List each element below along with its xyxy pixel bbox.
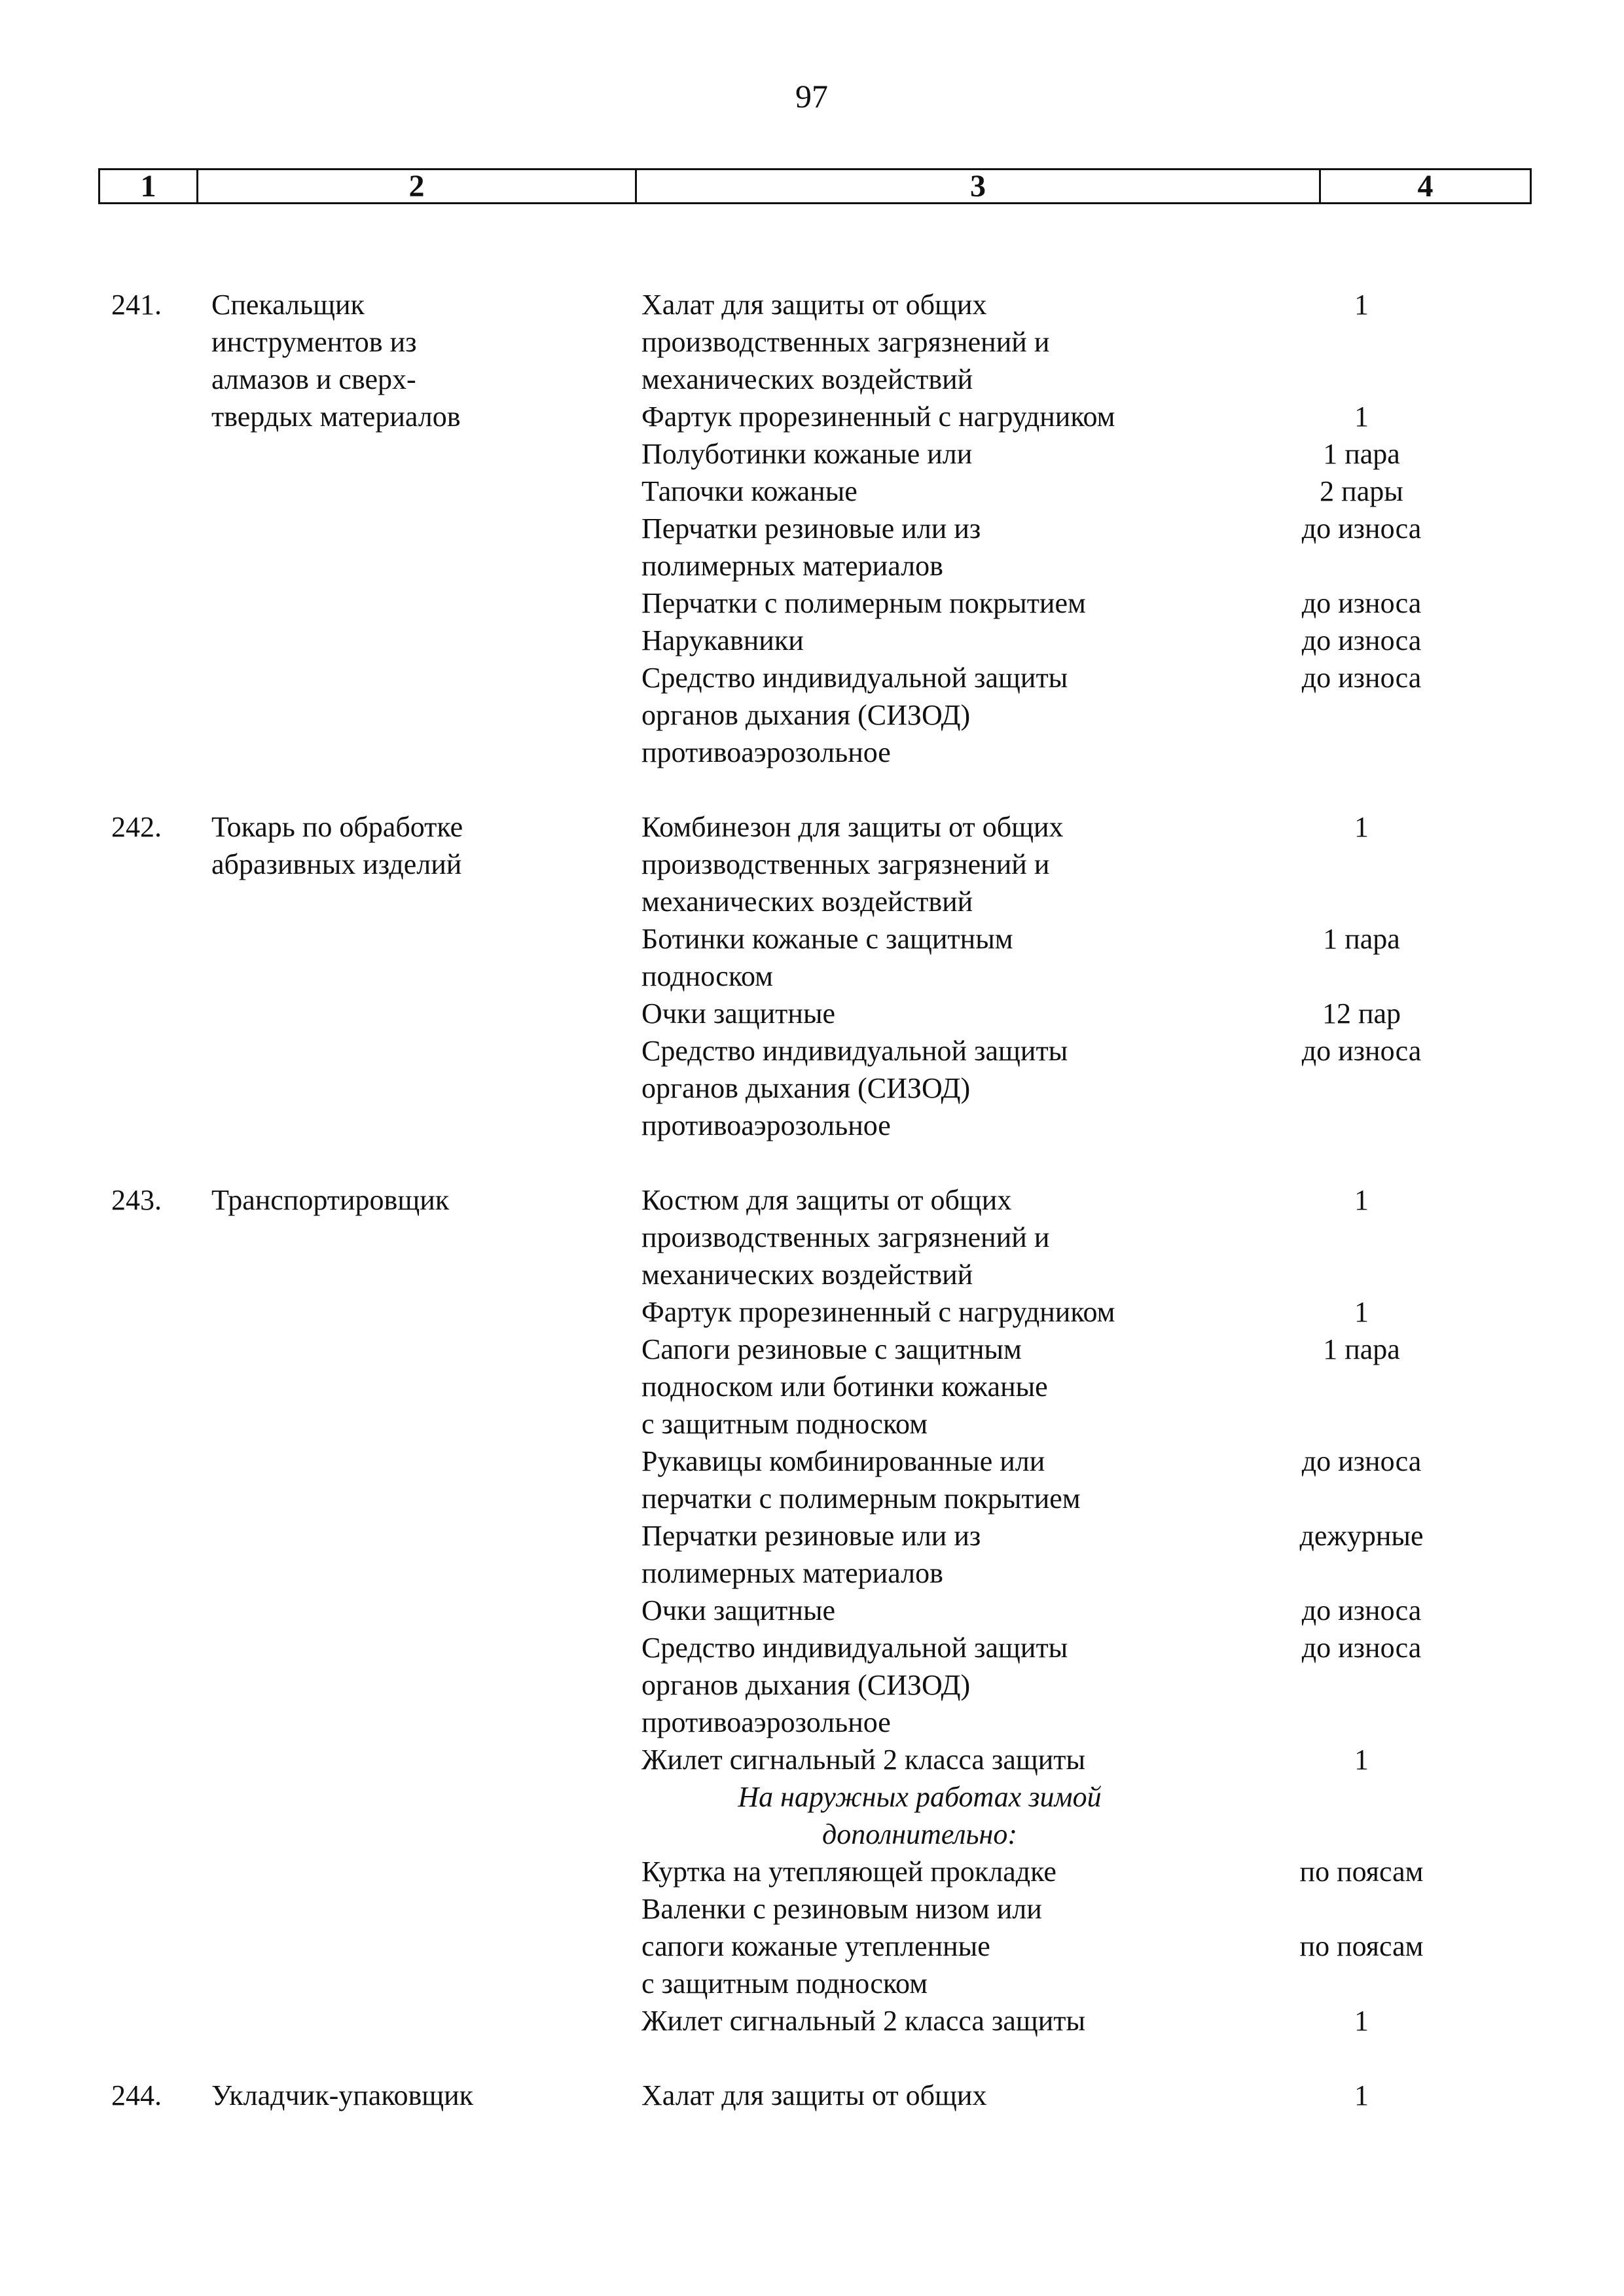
item-name-line: органов дыхания (СИЗОД) xyxy=(641,699,971,731)
issue-norm-line xyxy=(1198,1890,1525,1928)
issue-norm-line: 1 xyxy=(1354,1184,1369,1216)
issue-norm xyxy=(1198,1032,1525,1144)
item-name-line: противоаэрозольное xyxy=(641,1706,891,1738)
item-name-line: с защитным подноском xyxy=(641,1967,928,2000)
issue-norm-line: до износа xyxy=(1301,662,1422,694)
list-item xyxy=(641,1443,1558,1517)
list-item xyxy=(641,2077,1558,2114)
issue-norm xyxy=(1198,1741,1525,1778)
issue-norm-line: до износа xyxy=(1301,1445,1422,1477)
ppe-item-name xyxy=(641,659,1198,771)
item-name-line: Валенки с резиновым низом или xyxy=(641,1893,1042,1925)
issue-norm xyxy=(1198,286,1525,398)
issue-norm xyxy=(1198,1592,1525,1629)
issue-norm xyxy=(1198,622,1525,659)
list-item xyxy=(641,435,1558,473)
issue-norm-line: до износа xyxy=(1301,587,1422,619)
ppe-item-name xyxy=(641,1331,1198,1443)
issue-norm xyxy=(1198,2002,1525,2039)
item-name-line: Перчатки с полимерным покрытием xyxy=(641,587,1086,619)
ppe-item-name xyxy=(641,808,1198,920)
item-name-line: противоаэрозольное xyxy=(641,1109,891,1141)
item-name-line: Нарукавники xyxy=(641,624,804,656)
note-line: На наружных работах зимой xyxy=(738,1781,1102,1813)
item-name-line: Фартук прорезиненный с нагрудником xyxy=(641,401,1115,433)
item-name-line: Комбинезон для защиты от общих xyxy=(641,811,1064,843)
profession-line: Токарь по обработке xyxy=(211,811,463,843)
profession-line: Транспортировщик xyxy=(211,1184,450,1216)
list-item xyxy=(641,398,1558,435)
issue-norm-line: 1 пара xyxy=(1323,1333,1400,1365)
item-name-line: Ботинки кожаные с защитным xyxy=(641,923,1013,955)
item-name-line: с защитным подноском xyxy=(641,1408,928,1440)
issue-norm xyxy=(1198,995,1525,1032)
item-name-line: полимерных материалов xyxy=(641,1557,943,1589)
ppe-item-name xyxy=(641,1592,1198,1629)
list-item xyxy=(641,1890,1558,2002)
issue-norm xyxy=(1198,510,1525,584)
ppe-item-list xyxy=(641,2077,1558,2114)
ppe-item-name xyxy=(641,1853,1198,1890)
profession-line: инструментов из xyxy=(211,326,417,358)
page-number: 97 xyxy=(795,78,828,115)
issue-norm xyxy=(1198,1853,1525,1890)
ppe-item-name xyxy=(641,2077,1198,2114)
list-item xyxy=(641,659,1558,771)
ppe-item-name xyxy=(641,473,1198,510)
item-name-line: противоаэрозольное xyxy=(641,736,891,768)
ppe-item-name xyxy=(641,584,1198,622)
issue-norm-line: до износа xyxy=(1301,624,1422,656)
issue-norm xyxy=(1198,398,1525,435)
issue-norm-line: до износа xyxy=(1301,1594,1422,1626)
section-note xyxy=(641,1778,1198,1853)
issue-norm-line: 1 xyxy=(1354,1296,1369,1328)
issue-norm xyxy=(1198,1517,1525,1592)
table-row xyxy=(0,286,1624,771)
ppe-item-name xyxy=(641,1890,1198,2002)
list-item xyxy=(641,1592,1558,1629)
item-name-line: органов дыхания (СИЗОД) xyxy=(641,1669,971,1701)
list-item xyxy=(641,473,1558,510)
issue-norm-line: 1 xyxy=(1354,2079,1369,2111)
issue-norm xyxy=(1198,659,1525,771)
profession-name xyxy=(211,1181,617,1219)
profession-line: абразивных изделий xyxy=(211,848,462,880)
ppe-item-name xyxy=(641,995,1198,1032)
list-item xyxy=(641,584,1558,622)
row-number: 242. xyxy=(111,811,162,843)
column-header-1: 1 xyxy=(100,170,198,202)
item-name-line: Очки защитные xyxy=(641,1594,836,1626)
ppe-item-list xyxy=(641,1181,1558,2039)
list-item xyxy=(641,1853,1558,1890)
item-name-line: производственных загрязнений и xyxy=(641,848,1050,880)
item-name-line: Фартук прорезиненный с нагрудником xyxy=(641,1296,1115,1328)
item-name-line: подноском xyxy=(641,960,773,992)
profession-name xyxy=(211,2077,617,2114)
ppe-item-name xyxy=(641,1443,1198,1517)
issue-norm-line: 1 пара xyxy=(1323,438,1400,470)
issue-norm-line: 1 xyxy=(1354,2005,1369,2037)
list-item xyxy=(641,1032,1558,1144)
item-name-line: Тапочки кожаные xyxy=(641,475,857,507)
item-name-line: сапоги кожаные утепленные xyxy=(641,1930,990,1962)
issue-norm xyxy=(1198,473,1525,510)
issue-norm-line: 1 xyxy=(1354,289,1369,321)
ppe-item-name xyxy=(641,510,1198,584)
list-item xyxy=(641,622,1558,659)
issue-norm xyxy=(1198,584,1525,622)
profession-line: Укладчик-упаковщик xyxy=(211,2079,474,2111)
ppe-item-name xyxy=(641,1741,1198,1778)
item-name-line: Перчатки резиновые или из xyxy=(641,512,981,545)
profession-line: твердых материалов xyxy=(211,401,461,433)
row-number: 244. xyxy=(111,2079,162,2111)
item-name-line: Жилет сигнальный 2 класса защиты xyxy=(641,1744,1086,1776)
item-name-line: Средство индивидуальной защиты xyxy=(641,1632,1068,1664)
list-item xyxy=(641,510,1558,584)
table-row xyxy=(0,808,1624,1144)
item-name-line: Полуботинки кожаные или xyxy=(641,438,973,470)
ppe-item-name xyxy=(641,920,1198,995)
ppe-item-name xyxy=(641,1629,1198,1741)
item-name-line: Очки защитные xyxy=(641,997,836,1030)
column-header-4: 4 xyxy=(1417,169,1434,204)
issue-norm-line: до износа xyxy=(1301,1035,1422,1067)
profession-name xyxy=(211,808,617,883)
issue-norm xyxy=(1198,1331,1525,1443)
list-item xyxy=(641,2002,1558,2039)
item-name-line: полимерных материалов xyxy=(641,550,943,582)
ppe-item-name xyxy=(641,2002,1198,2039)
issue-norm xyxy=(1198,1443,1525,1517)
table-row xyxy=(0,2077,1624,2114)
item-name-line: Костюм для защиты от общих xyxy=(641,1184,1012,1216)
item-name-line: Средство индивидуальной защиты xyxy=(641,1035,1068,1067)
ppe-item-name xyxy=(641,398,1198,435)
ppe-item-list xyxy=(641,808,1558,1144)
list-item xyxy=(641,286,1558,398)
ppe-item-name xyxy=(641,622,1198,659)
item-name-line: органов дыхания (СИЗОД) xyxy=(641,1072,971,1104)
issue-norm-line: 2 пары xyxy=(1320,475,1403,507)
list-item xyxy=(641,1778,1558,1853)
profession-line: Спекальщик xyxy=(211,289,365,321)
table-row xyxy=(0,1181,1624,2039)
item-name-line: перчатки с полимерным покрытием xyxy=(641,1482,1081,1515)
ppe-item-name xyxy=(641,1517,1198,1592)
row-number: 243. xyxy=(111,1184,162,1216)
issue-norm-line: 1 xyxy=(1354,1744,1369,1776)
ppe-item-name xyxy=(641,286,1198,398)
issue-norm-line: по поясам xyxy=(1299,1930,1424,1962)
issue-norm xyxy=(1198,435,1525,473)
issue-norm-line: 1 xyxy=(1354,811,1369,843)
item-name-line: Жилет сигнальный 2 класса защиты xyxy=(641,2005,1086,2037)
item-name-line: Рукавицы комбинированные или xyxy=(641,1445,1045,1477)
issue-norm xyxy=(1198,1293,1525,1331)
item-name-line: Халат для защиты от общих xyxy=(641,289,987,321)
item-name-line: Халат для защиты от общих xyxy=(641,2079,987,2111)
issue-norm-line: по поясам xyxy=(1299,1856,1424,1888)
list-item xyxy=(641,1741,1558,1778)
row-number: 241. xyxy=(111,289,162,321)
item-name-line: производственных загрязнений и xyxy=(641,1221,1050,1253)
ppe-item-name xyxy=(641,1293,1198,1331)
issue-norm-line: 1 xyxy=(1354,401,1369,433)
issue-norm-line: дежурные xyxy=(1299,1520,1424,1552)
list-item xyxy=(641,1517,1558,1592)
ppe-item-name xyxy=(641,1032,1198,1144)
issue-norm-line: 1 пара xyxy=(1323,923,1400,955)
profession-name xyxy=(211,286,617,435)
list-item xyxy=(641,1181,1558,1293)
issue-norm xyxy=(1198,808,1525,920)
ppe-item-name xyxy=(641,435,1198,473)
list-item xyxy=(641,995,1558,1032)
profession-line: алмазов и сверх- xyxy=(211,363,416,395)
ppe-item-name xyxy=(641,1181,1198,1293)
item-name-line: Куртка на утепляющей прокладке xyxy=(641,1856,1056,1888)
item-name-line: механических воздействий xyxy=(641,363,973,395)
issue-norm-line: до износа xyxy=(1301,512,1422,545)
issue-norm xyxy=(1198,1181,1525,1293)
note-line: дополнительно: xyxy=(821,1818,1018,1850)
item-name-line: Средство индивидуальной защиты xyxy=(641,662,1068,694)
norms-table-body xyxy=(0,286,1624,2151)
issue-norm xyxy=(1198,2077,1525,2114)
item-name-line: Сапоги резиновые с защитным xyxy=(641,1333,1022,1365)
list-item xyxy=(641,1331,1558,1443)
item-name-line: механических воздействий xyxy=(641,886,973,918)
item-name-line: механических воздействий xyxy=(641,1259,973,1291)
item-name-line: производственных загрязнений и xyxy=(641,326,1050,358)
issue-norm xyxy=(1198,1629,1525,1741)
column-header-2: 2 xyxy=(198,170,637,202)
issue-norm-line: до износа xyxy=(1301,1632,1422,1664)
item-name-line: Перчатки резиновые или из xyxy=(641,1520,981,1552)
column-header-3: 3 xyxy=(637,170,1321,202)
list-item xyxy=(641,1293,1558,1331)
list-item xyxy=(641,808,1558,920)
column-header-row xyxy=(98,168,1532,204)
issue-norm-line: 12 пар xyxy=(1322,997,1401,1030)
list-item xyxy=(641,920,1558,995)
item-name-line: подноском или ботинки кожаные xyxy=(641,1371,1048,1403)
ppe-item-list xyxy=(641,286,1558,771)
issue-norm xyxy=(1198,920,1525,995)
list-item xyxy=(641,1629,1558,1741)
issue-norm xyxy=(1198,1890,1525,2002)
